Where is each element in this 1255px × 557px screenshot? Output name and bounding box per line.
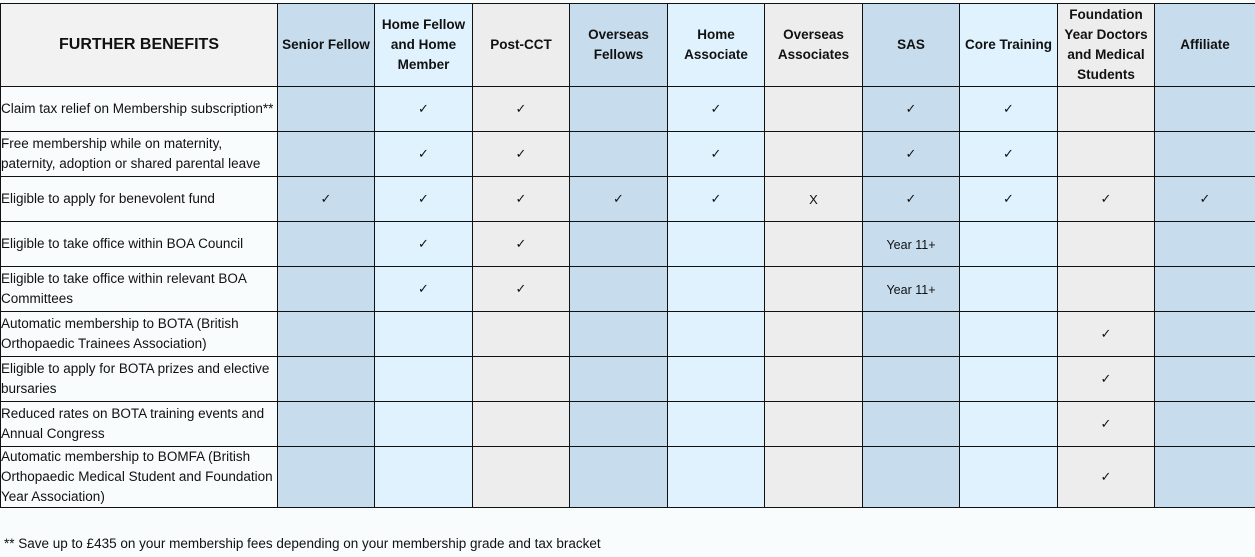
benefit-cell <box>473 177 570 222</box>
checkmark-icon: ✓ <box>515 191 527 206</box>
benefit-cell <box>375 87 473 132</box>
benefit-cell <box>1058 312 1155 357</box>
checkmark-icon: ✓ <box>1100 371 1112 386</box>
checkmark-icon: ✓ <box>1003 101 1014 116</box>
table-row <box>1 222 1255 267</box>
checkmark-icon: ✓ <box>418 281 429 296</box>
checkmark-icon: ✓ <box>515 101 527 116</box>
cell-note: Year 11+ <box>886 282 936 297</box>
checkmark-icon: ✓ <box>1100 326 1112 341</box>
benefits-table <box>0 3 1255 508</box>
column-header-home-fellow: Home Fellow and Home Member <box>375 4 473 87</box>
checkmark-icon: ✓ <box>320 191 332 206</box>
benefit-cell <box>960 222 1058 267</box>
checkmark-icon: ✓ <box>418 191 429 206</box>
benefit-cell <box>863 177 960 222</box>
benefit-cell <box>473 222 570 267</box>
benefit-cell <box>278 402 375 447</box>
benefit-cell <box>668 447 765 508</box>
checkmark-icon: ✓ <box>1100 416 1112 431</box>
benefit-cell <box>1058 177 1155 222</box>
benefit-cell <box>668 87 765 132</box>
benefit-cell <box>668 267 765 312</box>
benefit-label: Reduced rates on BOTA training events and Annual Congress <box>1 402 278 447</box>
benefit-cell <box>278 177 375 222</box>
benefit-cell <box>960 177 1058 222</box>
benefit-cell <box>668 222 765 267</box>
benefit-cell <box>375 132 473 177</box>
benefit-cell <box>765 447 863 508</box>
benefit-cell <box>278 357 375 402</box>
benefit-cell <box>375 357 473 402</box>
table-body <box>1 87 1255 508</box>
checkmark-icon: ✓ <box>1003 146 1014 161</box>
benefit-cell <box>1155 312 1255 357</box>
benefit-cell <box>765 312 863 357</box>
benefit-cell <box>375 447 473 508</box>
benefit-cell <box>1155 402 1255 447</box>
benefit-cell <box>570 312 668 357</box>
benefit-cell <box>1155 132 1255 177</box>
table-row <box>1 447 1255 508</box>
table-row <box>1 312 1255 357</box>
benefit-cell <box>375 177 473 222</box>
table-title: FURTHER BENEFITS <box>1 4 278 87</box>
benefit-cell <box>960 402 1058 447</box>
checkmark-icon: ✓ <box>515 236 527 251</box>
benefit-cell <box>1155 222 1255 267</box>
table-row <box>1 357 1255 402</box>
checkmark-icon: ✓ <box>710 191 722 206</box>
benefit-cell <box>863 402 960 447</box>
benefit-cell <box>765 132 863 177</box>
checkmark-icon: ✓ <box>418 146 429 161</box>
benefit-cell <box>668 312 765 357</box>
benefit-cell <box>473 87 570 132</box>
benefit-cell <box>765 177 863 222</box>
column-header-core-training: Core Training <box>960 4 1058 87</box>
benefit-cell <box>960 447 1058 508</box>
benefit-cell <box>375 267 473 312</box>
cross-mark: X <box>809 191 818 207</box>
benefit-cell <box>863 222 960 267</box>
benefit-cell <box>668 402 765 447</box>
benefit-cell <box>668 177 765 222</box>
checkmark-icon: ✓ <box>515 281 527 296</box>
table-row <box>1 87 1255 132</box>
benefit-cell <box>1058 132 1155 177</box>
benefit-cell <box>570 402 668 447</box>
benefit-cell <box>1058 402 1155 447</box>
table-row <box>1 402 1255 447</box>
benefit-cell <box>473 357 570 402</box>
checkmark-icon: ✓ <box>905 146 917 161</box>
checkmark-icon: ✓ <box>515 146 527 161</box>
table-row <box>1 132 1255 177</box>
benefit-cell <box>863 87 960 132</box>
benefit-cell <box>960 267 1058 312</box>
benefit-cell <box>278 132 375 177</box>
benefit-cell <box>473 267 570 312</box>
checkmark-icon: ✓ <box>418 236 429 251</box>
benefit-cell <box>960 132 1058 177</box>
benefit-cell <box>570 267 668 312</box>
benefit-cell <box>473 447 570 508</box>
benefit-cell <box>1155 357 1255 402</box>
benefit-cell <box>278 87 375 132</box>
checkmark-icon: ✓ <box>710 101 722 116</box>
checkmark-icon: ✓ <box>1100 469 1112 484</box>
benefit-cell <box>473 312 570 357</box>
benefit-label: Automatic membership to BOTA (British Orthopaedic Trainees Association) <box>1 312 278 357</box>
benefit-cell <box>1058 87 1155 132</box>
benefit-cell <box>863 447 960 508</box>
column-header-affiliate: Affiliate <box>1155 4 1255 87</box>
benefit-label: Claim tax relief on Membership subscription** <box>1 87 278 132</box>
benefit-cell <box>1058 447 1155 508</box>
benefit-cell <box>863 312 960 357</box>
column-header-foundation-year: Foundation Year Doctors and Medical Students <box>1058 4 1155 87</box>
column-header-senior-fellow: Senior Fellow <box>278 4 375 87</box>
benefit-cell <box>668 132 765 177</box>
benefit-cell <box>375 312 473 357</box>
benefit-cell <box>570 87 668 132</box>
table-row <box>1 267 1255 312</box>
benefit-cell <box>278 447 375 508</box>
column-header-home-associate: Home Associate <box>668 4 765 87</box>
benefit-cell <box>570 222 668 267</box>
checkmark-icon: ✓ <box>1199 191 1211 206</box>
checkmark-icon: ✓ <box>613 191 624 206</box>
benefit-cell <box>278 267 375 312</box>
benefit-cell <box>278 312 375 357</box>
benefit-cell <box>1058 357 1155 402</box>
footnote: ** Save up to £435 on your membership fees depending on your membership grade and tax bracket <box>4 536 601 551</box>
benefit-label: Eligible to apply for benevolent fund <box>1 177 278 222</box>
benefit-label: Eligible to take office within relevant BOA Committees <box>1 267 278 312</box>
checkmark-icon: ✓ <box>905 101 917 116</box>
benefit-cell <box>1155 447 1255 508</box>
checkmark-icon: ✓ <box>1100 191 1112 206</box>
benefit-label: Eligible to apply for BOTA prizes and elective bursaries <box>1 357 278 402</box>
column-header-sas: SAS <box>863 4 960 87</box>
benefit-cell <box>960 87 1058 132</box>
benefit-cell <box>863 267 960 312</box>
column-header-overseas-associates: Overseas Associates <box>765 4 863 87</box>
benefit-cell <box>765 267 863 312</box>
benefit-cell <box>960 312 1058 357</box>
checkmark-icon: ✓ <box>1003 191 1014 206</box>
benefit-cell <box>375 402 473 447</box>
cell-note: Year 11+ <box>886 237 936 252</box>
benefit-cell <box>375 222 473 267</box>
benefit-label: Free membership while on maternity, paternity, adoption or shared parental leave <box>1 132 278 177</box>
benefit-cell <box>278 222 375 267</box>
benefit-cell <box>1058 267 1155 312</box>
benefit-cell <box>570 132 668 177</box>
benefit-cell <box>1155 267 1255 312</box>
benefit-cell <box>863 132 960 177</box>
benefit-cell <box>570 357 668 402</box>
benefit-cell <box>1058 222 1155 267</box>
benefit-cell <box>570 177 668 222</box>
checkmark-icon: ✓ <box>710 146 722 161</box>
benefit-cell <box>765 87 863 132</box>
benefit-cell <box>473 132 570 177</box>
table-row <box>1 177 1255 222</box>
benefit-cell <box>765 222 863 267</box>
benefit-cell <box>765 357 863 402</box>
checkmark-icon: ✓ <box>418 101 429 116</box>
column-header-post-cct: Post-CCT <box>473 4 570 87</box>
benefit-cell <box>1155 177 1255 222</box>
benefit-cell <box>570 447 668 508</box>
benefit-cell <box>668 357 765 402</box>
benefit-cell <box>765 402 863 447</box>
column-header-overseas-fellows: Overseas Fellows <box>570 4 668 87</box>
benefit-cell <box>1155 87 1255 132</box>
benefit-cell <box>473 402 570 447</box>
benefit-cell <box>863 357 960 402</box>
header-row <box>1 4 1255 87</box>
benefit-label: Automatic membership to BOMFA (British Orthopaedic Medical Student and Foundation Year Association) <box>1 447 278 508</box>
benefit-cell <box>960 357 1058 402</box>
benefit-label: Eligible to take office within BOA Council <box>1 222 278 267</box>
checkmark-icon: ✓ <box>905 191 917 206</box>
